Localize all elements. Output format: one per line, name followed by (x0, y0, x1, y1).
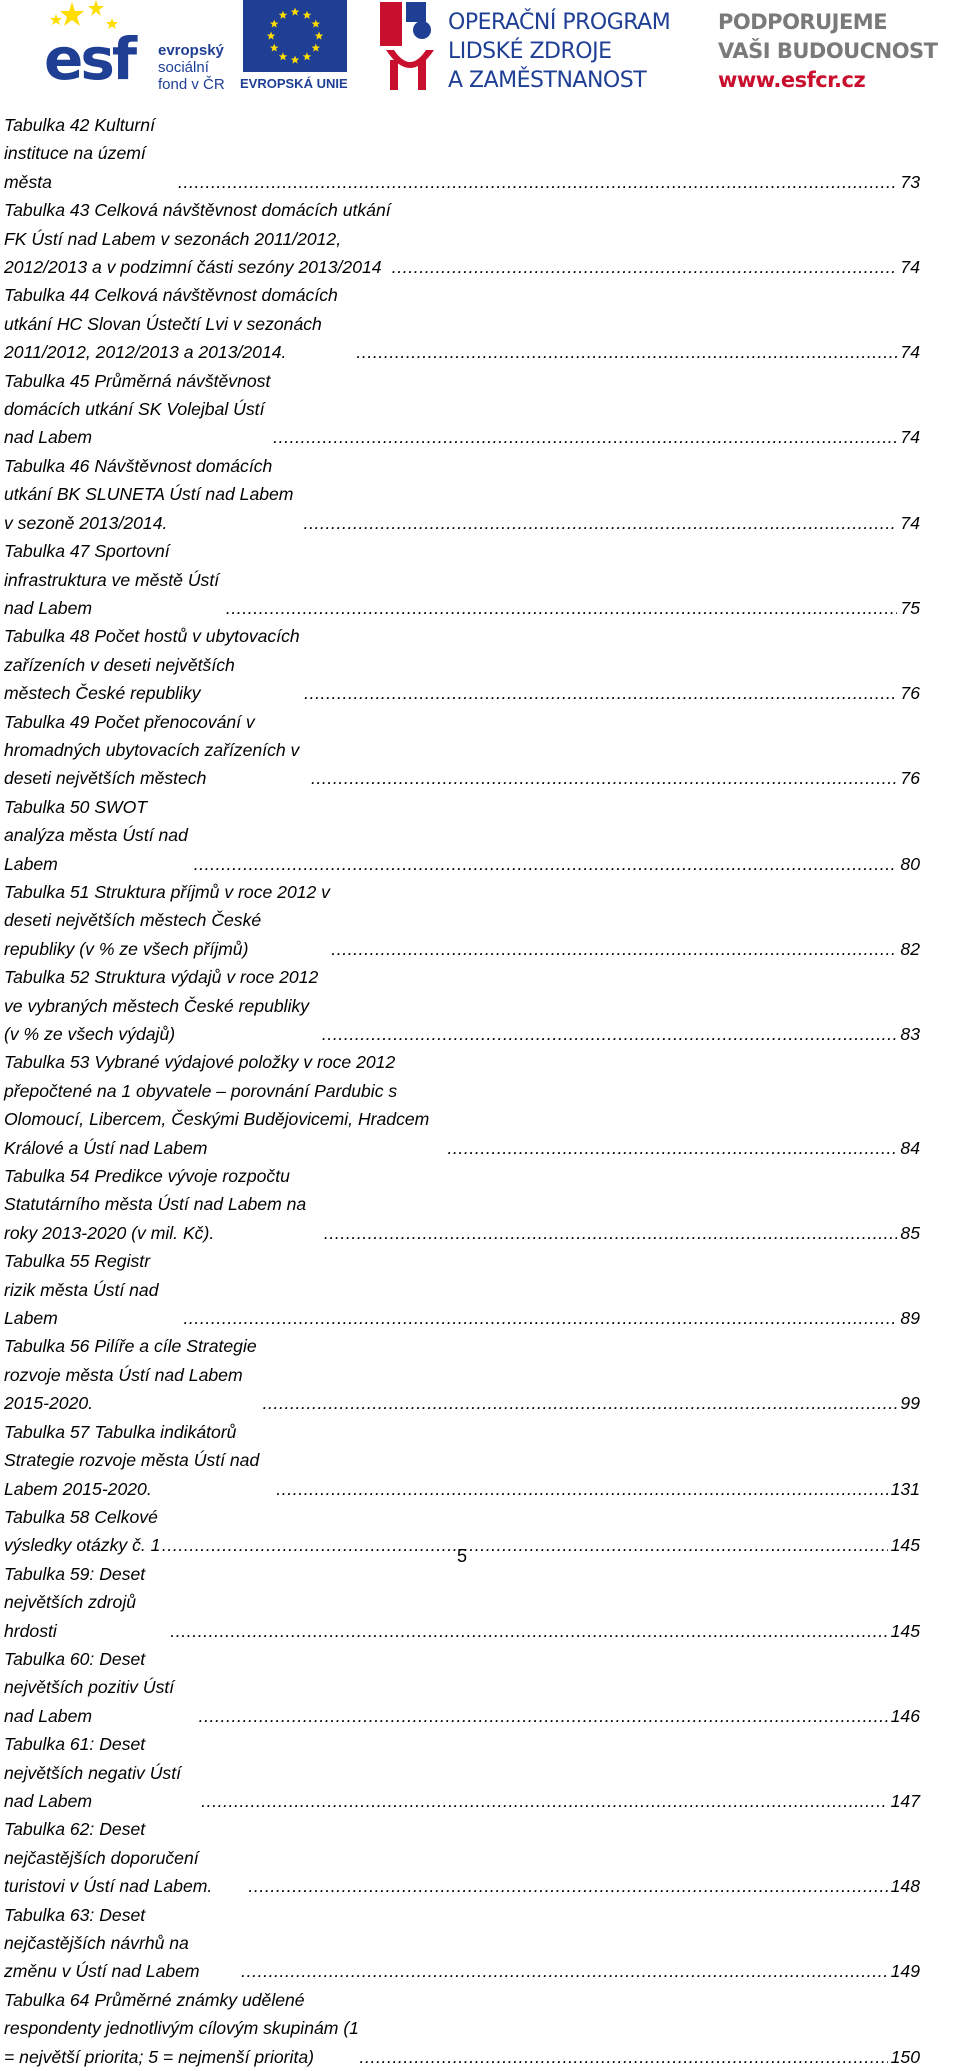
toc-leader-dots (392, 253, 898, 281)
esf-caption-line: sociální (158, 59, 209, 76)
toc-entry-page: 131 (890, 1478, 920, 1499)
eu-star-icon (291, 8, 300, 16)
toc-entry[interactable] (4, 1645, 920, 1730)
op-symbol-icon (376, 0, 442, 94)
op-title (448, 8, 670, 95)
toc-entry-title: Tabulka 60: Deset největších pozitiv Ústí nad Labem (4, 1648, 175, 1726)
toc-entry[interactable] (4, 1332, 920, 1417)
toc-entry-page: 146 (890, 1705, 920, 1726)
toc-entry[interactable] (4, 1730, 920, 1815)
toc-leader-dots (322, 1020, 898, 1048)
toc-entry-page: 76 (900, 683, 920, 704)
toc-leader-dots (324, 1219, 898, 1247)
toc-leader-dots (194, 850, 898, 878)
eu-star-icon (291, 56, 300, 64)
eu-star-icon (279, 11, 288, 19)
esf-caption-line: evropský (158, 42, 224, 59)
op-lzz-logo (376, 0, 696, 94)
toc-leader-dots (178, 168, 897, 196)
toc-entry-title: Tabulka 43 Celková návštěvnost domácích utkání FK Ústí nad Labem v sezonách 2011/2012, 2012/2013 a v podzimní části sezóny 2013/2014 (4, 200, 391, 278)
toc-entry[interactable] (4, 1048, 920, 1162)
op-title-line: A ZAMĚSTNANOST (448, 68, 647, 93)
toc-entry-page: 83 (900, 1024, 920, 1044)
toc-leader-dots (331, 935, 897, 963)
toc-entry-page: 147 (890, 1790, 920, 1811)
eu-star-icon (267, 32, 276, 40)
toc-entry[interactable] (4, 452, 920, 537)
eu-star-icon (312, 44, 321, 52)
op-title-line: LIDSKÉ ZDROJE (448, 39, 612, 64)
toc-leader-dots (311, 764, 897, 792)
toc-entry-page: 99 (900, 1393, 920, 1414)
toc-entry-title: Tabulka 47 Sportovní infrastruktura ve městě Ústí nad Labem (4, 541, 220, 618)
eu-star-icon (270, 44, 279, 52)
toc-entry[interactable] (4, 1815, 920, 1900)
esf-caption-line: fond v ČR (158, 76, 225, 93)
toc-leader-dots (226, 594, 898, 622)
toc-entry[interactable] (4, 963, 920, 1048)
toc-entry-title: Tabulka 49 Počet přenocování v hromadných ubytovacích zařízeních v deseti největších městech (4, 711, 300, 789)
toc-entry-title: Tabulka 58 Celkové výsledky otázky č. 1 (4, 1506, 161, 1556)
table-list-toc (4, 111, 920, 2071)
toc-entry-title: Tabulka 56 Pilíře a cíle Strategie rozvoje města Ústí nad Labem 2015-2020. (4, 1336, 257, 1414)
toc-entry-page: 73 (900, 171, 920, 192)
eu-star-icon (303, 11, 312, 19)
toc-entry-title: Tabulka 54 Predikce vývoje rozpočtu Statutárního města Ústí nad Labem na roky 2013-2020 (v mil. Kč). (4, 1166, 307, 1243)
toc-entry-title: Tabulka 55 Registr rizik města Ústí nad Labem (4, 1251, 159, 1329)
toc-leader-dots (248, 1872, 887, 1900)
support-slogan (718, 8, 938, 95)
toc-entry[interactable] (4, 793, 920, 878)
toc-leader-dots (360, 2043, 888, 2071)
toc-entry-title: Tabulka 51 Struktura příjmů v roce 2012 v deseti největších městech České republiky (v % ze všech příjmů) (4, 881, 330, 959)
toc-entry-page: 85 (900, 1222, 920, 1243)
toc-entry[interactable] (4, 1162, 920, 1247)
toc-entry[interactable] (4, 878, 920, 963)
toc-entry[interactable] (4, 111, 920, 196)
esf-logo (44, 0, 229, 94)
toc-entry[interactable] (4, 1418, 920, 1503)
toc-entry-page: 82 (900, 938, 920, 959)
toc-entry[interactable] (4, 196, 920, 281)
esf-wordmark: esf (44, 25, 135, 93)
toc-entry-title: Tabulka 64 Průměrné známky udělené respondenty jednotlivým cílovým skupinám (1 = největší priorita; 5 = nejmenší priorita) (4, 1989, 359, 2067)
toc-entry-title: Tabulka 48 Počet hostů v ubytovacích zařízeních v deseti největších městech České republiky (4, 626, 300, 704)
toc-entry[interactable] (4, 367, 920, 452)
toc-entry[interactable] (4, 1560, 920, 1645)
toc-leader-dots (447, 1134, 897, 1162)
toc-entry-page: 75 (900, 597, 920, 618)
toc-entry-title: Tabulka 53 Vybrané výdajové položky v roce 2012 přepočtené na 1 obyvatele – porovnání Pardubic s Olomoucí, Libercem, Českými Budějovicemi, Hradcem Králové a Ústí nad Labem (4, 1052, 430, 1158)
toc-entry-title: Tabulka 59: Deset největších zdrojů hrdosti (4, 1563, 146, 1641)
toc-entry-title: Tabulka 62: Deset nejčastějších doporučení turistovi v Ústí nad Labem. (4, 1819, 213, 1897)
toc-entry-page: 76 (900, 768, 920, 789)
toc-leader-dots (356, 338, 897, 366)
toc-leader-dots (201, 1787, 888, 1815)
eu-star-icon (315, 32, 324, 40)
toc-leader-dots (276, 1475, 887, 1503)
toc-entry-title: Tabulka 63: Deset nejčastějších návrhů na změnu v Ústí nad Labem (4, 1904, 200, 1982)
toc-entry-page: 74 (900, 427, 920, 448)
eu-flag-icon (243, 0, 347, 72)
toc-entry-title: Tabulka 50 SWOT analýza města Ústí nad Labem (4, 796, 188, 874)
toc-entry-page: 74 (900, 257, 920, 278)
toc-entry-page: 74 (900, 512, 920, 533)
support-line: PODPORUJEME (718, 10, 888, 34)
op-title-line: OPERAČNÍ PROGRAM (448, 10, 671, 35)
toc-leader-dots (183, 1304, 897, 1332)
toc-leader-dots (263, 1389, 898, 1417)
support-url: www.esfcr.cz (718, 68, 866, 92)
toc-leader-dots (199, 1702, 888, 1730)
toc-entry-title: Tabulka 45 Průměrná návštěvnost domácích utkání SK Volejbal Ústí nad Labem (4, 370, 271, 448)
toc-entry-page: 89 (900, 1308, 920, 1329)
toc-entry-page: 84 (900, 1137, 920, 1158)
toc-entry-title: Tabulka 44 Celková návštěvnost domácích utkání HC Slovan Ústečtí Lvi v sezonách 2011/2012, 2012/2013 a 2013/2014. (4, 285, 338, 363)
eu-star-icon (303, 52, 312, 60)
toc-leader-dots (304, 679, 897, 707)
toc-entry[interactable] (4, 708, 920, 793)
toc-entry[interactable] (4, 1901, 920, 1986)
toc-leader-dots (273, 423, 897, 451)
eu-star-icon (270, 20, 279, 28)
toc-entry-page: 145 (890, 1535, 920, 1556)
eu-logo (240, 0, 350, 94)
toc-entry-page: 150 (890, 2046, 920, 2067)
toc-entry[interactable] (4, 281, 920, 366)
eu-star-icon (279, 52, 288, 60)
toc-entry-title: Tabulka 42 Kulturní instituce na území města (4, 115, 155, 192)
toc-entry-page: 80 (900, 853, 920, 874)
eu-star-icon (312, 20, 321, 28)
toc-leader-dots (304, 509, 898, 537)
toc-leader-dots (241, 1957, 888, 1985)
support-line: VAŠI BUDOUCNOST (718, 39, 938, 63)
toc-entry-page: 74 (900, 342, 920, 363)
toc-entry-page: 145 (890, 1620, 920, 1641)
esf-caption (158, 42, 225, 93)
toc-leader-dots (170, 1617, 887, 1645)
toc-entry[interactable] (4, 622, 920, 707)
eu-caption: EVROPSKÁ UNIE (240, 76, 348, 91)
toc-entry-title: Tabulka 52 Struktura výdajů v roce 2012 ve vybraných městech České republiky (v % ze všech výdajů) (4, 967, 319, 1044)
toc-entry-title: Tabulka 46 Návštěvnost domácích utkání BK SLUNETA Ústí nad Labem v sezoně 2013/2014. (4, 455, 294, 533)
toc-entry[interactable] (4, 1247, 920, 1332)
toc-entry-title: Tabulka 57 Tabulka indikátorů Strategie rozvoje města Ústí nad Labem 2015-2020. (4, 1421, 260, 1499)
header-logo-bar (0, 0, 960, 100)
toc-entry[interactable] (4, 1986, 920, 2071)
toc-entry[interactable] (4, 537, 920, 622)
toc-entry-page: 149 (890, 1961, 920, 1982)
page-number: 5 (456, 1546, 467, 1566)
toc-entry-title: Tabulka 61: Deset největších negativ Ústí nad Labem (4, 1734, 182, 1811)
toc-entry-page: 148 (890, 1876, 920, 1897)
